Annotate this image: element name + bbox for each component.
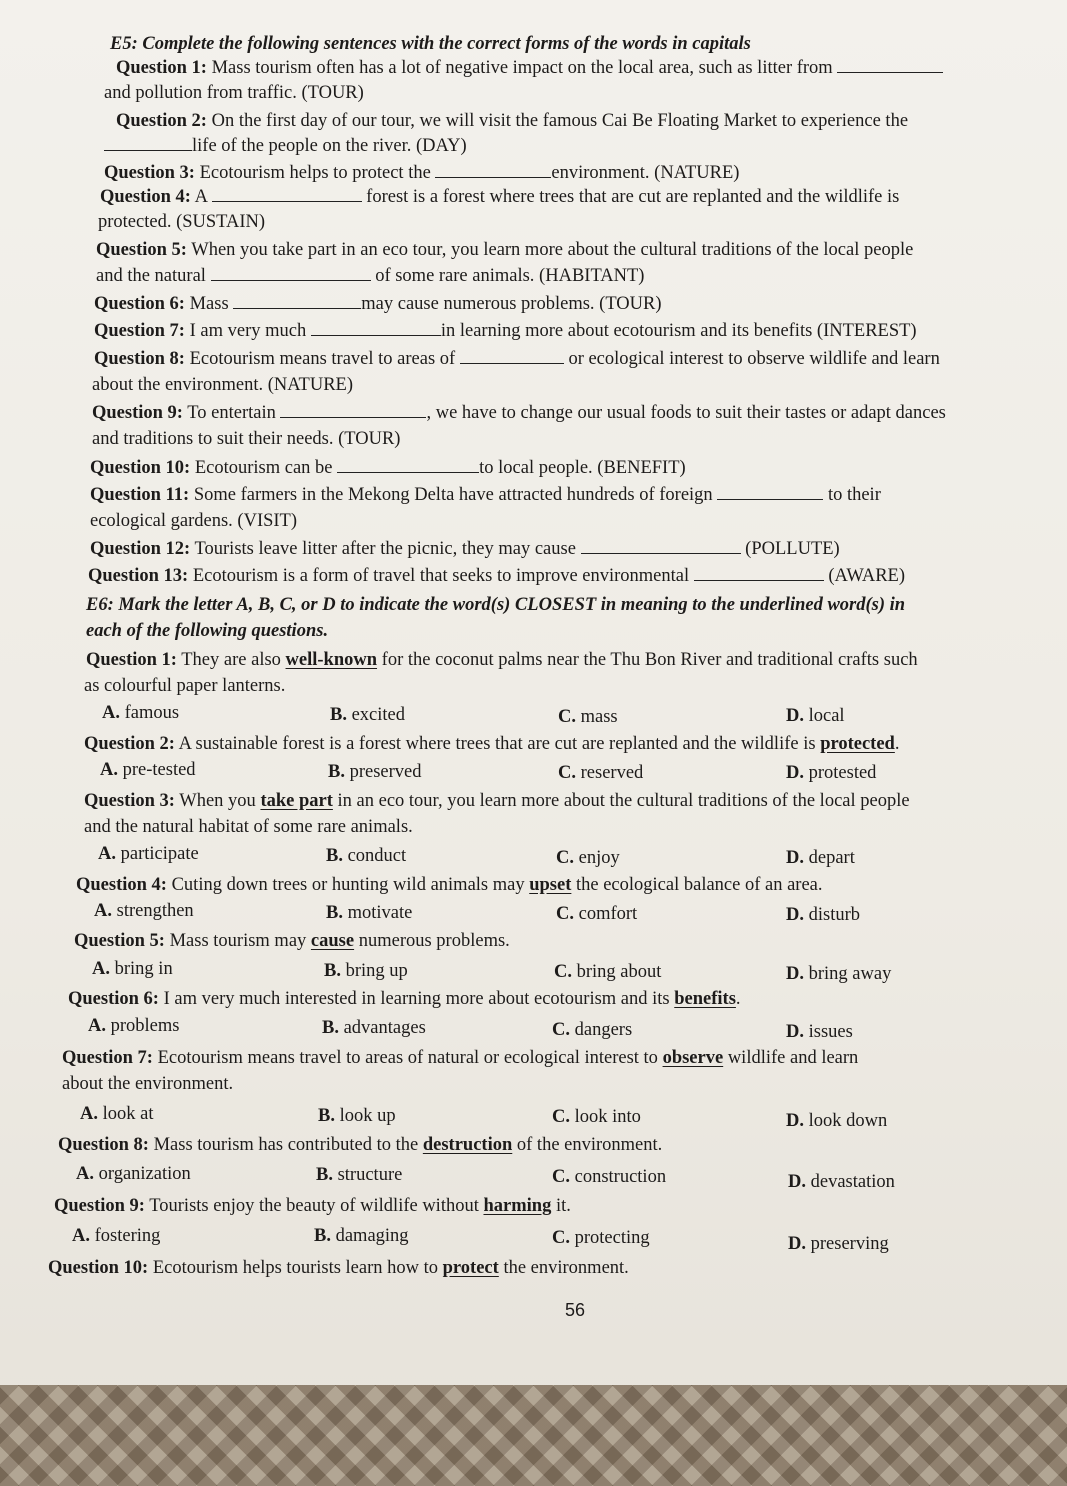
option-b[interactable]: B. excited: [330, 705, 406, 725]
question-text: and the natural: [96, 266, 211, 286]
question-text: Some farmers in the Mekong Delta have attracted hundreds of foreign: [189, 485, 718, 505]
question-text: Ecotourism means travel to areas of natural or ecological interest to: [152, 1048, 663, 1068]
underlined-word: harming: [483, 1196, 552, 1216]
e5-question-8-cont: about the environment. (NATURE): [92, 375, 353, 395]
question-text: Mass: [184, 294, 234, 314]
answer-blank[interactable]: [694, 565, 824, 581]
answer-blank[interactable]: [233, 293, 361, 309]
option-c[interactable]: C. look into: [552, 1107, 641, 1127]
question-label: Question 8:: [94, 349, 185, 369]
e6-question-5: [74, 930, 510, 952]
e5-question-11-cont: ecological gardens. (VISIT): [90, 511, 298, 531]
question-text: or ecological interest to observe wildlife and learn: [563, 349, 940, 369]
underlined-word: protected: [820, 734, 895, 754]
question-text: Tourists leave litter after the picnic, they may cause: [190, 539, 581, 559]
question-text: Cuting down trees or hunting wild animals may: [166, 875, 530, 895]
option-d[interactable]: D. disturb: [786, 905, 861, 925]
question-text: environment. (NATURE): [551, 163, 740, 183]
e5-question-4-cont: protected. (SUSTAIN): [98, 212, 266, 232]
e5-question-7: [94, 320, 917, 342]
underlined-word: observe: [662, 1048, 724, 1068]
underlined-word: benefits: [674, 989, 736, 1009]
question-text: Ecotourism can be: [190, 458, 338, 478]
question-text: in learning more about ecotourism and its benefits (INTEREST): [440, 321, 917, 341]
option-b[interactable]: B. conduct: [326, 846, 407, 866]
question-label: Question 5:: [96, 240, 187, 260]
e5-heading: E5: Complete the following sentences with the correct forms of the words in capitals: [110, 34, 751, 54]
e5-question-2-cont: [104, 135, 467, 157]
option-b[interactable]: B. structure: [316, 1165, 403, 1185]
option-c[interactable]: C. comfort: [556, 904, 638, 924]
question-label: Question 1:: [86, 650, 177, 670]
e6-question-6: [68, 988, 741, 1010]
question-label: Question 4:: [76, 875, 167, 895]
e6-question-3-cont: and the natural habitat of some rare animals.: [84, 817, 413, 837]
option-d[interactable]: D. depart: [786, 848, 855, 868]
e5-question-13: [88, 565, 905, 587]
question-label: Question 11:: [90, 485, 190, 505]
question-label: Question 10:: [48, 1258, 149, 1278]
underlined-word: upset: [529, 875, 572, 895]
question-text: .: [894, 734, 900, 754]
option-c[interactable]: C. protecting: [552, 1228, 650, 1248]
option-d[interactable]: D. bring away: [786, 964, 892, 984]
e5-question-4: [100, 186, 899, 208]
question-text: Mass tourism may: [164, 931, 311, 951]
option-b[interactable]: B. motivate: [326, 903, 413, 923]
question-text: Mass tourism often has a lot of negative impact on the local area, such as litter from: [206, 58, 838, 78]
e6-question-1-cont: as colourful paper lanterns.: [84, 676, 286, 696]
question-label: Question 3:: [104, 163, 195, 183]
e6-question-7: [62, 1047, 858, 1069]
answer-blank[interactable]: [435, 162, 551, 178]
answer-blank[interactable]: [581, 538, 741, 554]
question-text: Ecotourism helps tourists learn how to: [148, 1258, 443, 1278]
option-d[interactable]: D. preserving: [788, 1234, 889, 1254]
option-c[interactable]: C. construction: [552, 1167, 667, 1187]
e6-question-10: [48, 1257, 629, 1279]
question-label: Question 7:: [62, 1048, 153, 1068]
question-text: life of the people on the river. (DAY): [192, 136, 467, 156]
option-a[interactable]: A. problems: [88, 1016, 180, 1036]
e5-question-5-cont: [96, 265, 644, 287]
option-a[interactable]: A. strengthen: [94, 901, 194, 921]
e5-question-1: [116, 57, 943, 79]
option-a[interactable]: A. participate: [98, 844, 199, 864]
question-label: Question 10:: [90, 458, 191, 478]
question-text: I am very much interested in learning more about ecotourism and its: [158, 989, 675, 1009]
option-a[interactable]: A. organization: [76, 1164, 191, 1184]
underlined-word: destruction: [422, 1135, 513, 1155]
e6-question-8: [58, 1134, 662, 1156]
option-a[interactable]: A. look at: [80, 1104, 154, 1124]
question-label: Question 2:: [116, 111, 207, 131]
question-text: Ecotourism is a form of travel that seeks to improve environmental: [188, 566, 694, 586]
option-b[interactable]: B. preserved: [328, 762, 422, 782]
question-text: I am very much: [184, 321, 311, 341]
option-a[interactable]: A. fostering: [72, 1226, 161, 1246]
question-text: forest is a forest where trees that are cut are replanted and the wildlife is: [361, 187, 900, 207]
underlined-word: protect: [442, 1258, 499, 1278]
option-d[interactable]: D. issues: [786, 1022, 853, 1042]
carpet-background: [0, 1385, 1067, 1486]
e5-question-9-cont: and traditions to suit their needs. (TOUR): [92, 429, 401, 449]
question-text: wildlife and learn: [723, 1048, 859, 1068]
option-d[interactable]: D. devastation: [788, 1172, 895, 1192]
question-text: numerous problems.: [354, 931, 510, 951]
question-text: (AWARE): [823, 566, 906, 586]
e5-question-9: [92, 402, 946, 424]
page-number: 56: [565, 1300, 586, 1320]
option-b[interactable]: B. damaging: [314, 1226, 409, 1246]
option-b[interactable]: B. look up: [318, 1106, 396, 1126]
option-c[interactable]: C. reserved: [558, 763, 644, 783]
option-c[interactable]: C. dangers: [552, 1020, 633, 1040]
question-text: may cause numerous problems. (TOUR): [361, 294, 662, 314]
question-label: Question 4:: [100, 187, 191, 207]
question-text: .: [735, 989, 741, 1009]
option-d[interactable]: D. local: [786, 706, 845, 726]
underlined-word: take part: [260, 791, 333, 811]
e5-question-6: [94, 293, 662, 315]
question-label: Question 13:: [88, 566, 189, 586]
e5-question-5: [96, 239, 913, 261]
question-text: A: [190, 187, 212, 207]
option-a[interactable]: A. pre-tested: [100, 760, 196, 780]
question-text: When you: [174, 791, 261, 811]
e6-question-7-cont: about the environment.: [62, 1074, 234, 1094]
question-label: Question 9:: [54, 1196, 145, 1216]
e6-question-4: [76, 874, 823, 896]
answer-blank[interactable]: [311, 320, 441, 336]
option-b[interactable]: B. bring up: [324, 961, 408, 981]
e6-heading-cont: each of the following questions.: [86, 621, 329, 641]
question-text: (POLLUTE): [740, 539, 840, 559]
e6-question-3: [84, 790, 910, 812]
e5-question-1-cont: and pollution from traffic. (TOUR): [104, 83, 364, 103]
question-text: the environment.: [498, 1258, 629, 1278]
question-text: to local people. (BENEFIT): [479, 458, 686, 478]
question-label: Question 6:: [94, 294, 185, 314]
question-text: A sustainable forest is a forest where trees that are cut are replanted and the wildlife is: [174, 734, 821, 754]
question-label: Question 2:: [84, 734, 175, 754]
underlined-word: well-known: [285, 650, 378, 670]
question-text: for the coconut palms near the Thu Bon River and traditional crafts such: [377, 650, 918, 670]
question-text: To entertain: [182, 403, 281, 423]
question-label: Question 3:: [84, 791, 175, 811]
question-text: Tourists enjoy the beauty of wildlife without: [144, 1196, 484, 1216]
e6-question-9: [54, 1195, 571, 1217]
question-label: Question 1:: [116, 58, 207, 78]
option-c[interactable]: C. mass: [558, 707, 618, 727]
e5-question-11: [90, 484, 881, 506]
question-text: of some rare animals. (HABITANT): [370, 266, 645, 286]
option-a[interactable]: A. bring in: [92, 959, 173, 979]
e5-question-10: [90, 457, 686, 479]
answer-blank[interactable]: [280, 402, 426, 418]
question-label: Question 7:: [94, 321, 185, 341]
question-text: , we have to change our usual foods to suit their tastes or adapt dances: [426, 403, 946, 423]
question-label: Question 6:: [68, 989, 159, 1009]
question-text: it.: [551, 1196, 571, 1216]
answer-blank[interactable]: [460, 348, 564, 364]
question-text: They are also: [176, 650, 286, 670]
e6-heading: E6: Mark the letter A, B, C, or D to indicate the word(s) CLOSEST in meaning to the underlined word(s) in: [86, 595, 906, 615]
option-c[interactable]: C. enjoy: [556, 848, 620, 868]
answer-blank[interactable]: [837, 57, 943, 73]
e5-question-3: [104, 162, 739, 184]
question-text: in an eco tour, you learn more about the cultural traditions of the local people: [332, 791, 910, 811]
question-text: Ecotourism helps to protect the: [194, 163, 436, 183]
e6-question-2: [84, 733, 899, 755]
option-b[interactable]: B. advantages: [322, 1018, 426, 1038]
answer-blank[interactable]: [104, 135, 192, 151]
question-text: Ecotourism means travel to areas of: [184, 349, 460, 369]
question-text: the ecological balance of an area.: [571, 875, 823, 895]
underlined-word: cause: [310, 931, 355, 951]
answer-blank[interactable]: [337, 457, 479, 473]
option-d[interactable]: D. look down: [786, 1111, 888, 1131]
question-text: When you take part in an eco tour, you learn more about the cultural traditions of the local people: [186, 240, 914, 260]
question-label: Question 8:: [58, 1135, 149, 1155]
e5-question-12: [90, 538, 840, 560]
option-d[interactable]: D. protested: [786, 763, 877, 783]
e6-question-1: [86, 649, 918, 671]
option-a[interactable]: A. famous: [102, 703, 180, 723]
answer-blank[interactable]: [211, 265, 371, 281]
e5-question-2: [116, 110, 908, 132]
question-text: On the first day of our tour, we will visit the famous Cai Be Floating Market to experience the: [206, 111, 909, 131]
answer-blank[interactable]: [717, 484, 823, 500]
answer-blank[interactable]: [212, 186, 362, 202]
question-label: Question 9:: [92, 403, 183, 423]
option-c[interactable]: C. bring about: [554, 962, 662, 982]
question-text: Mass tourism has contributed to the: [148, 1135, 423, 1155]
question-text: to their: [823, 485, 881, 505]
e5-question-8: [94, 348, 940, 370]
question-label: Question 12:: [90, 539, 191, 559]
question-label: Question 5:: [74, 931, 165, 951]
question-text: of the environment.: [512, 1135, 663, 1155]
